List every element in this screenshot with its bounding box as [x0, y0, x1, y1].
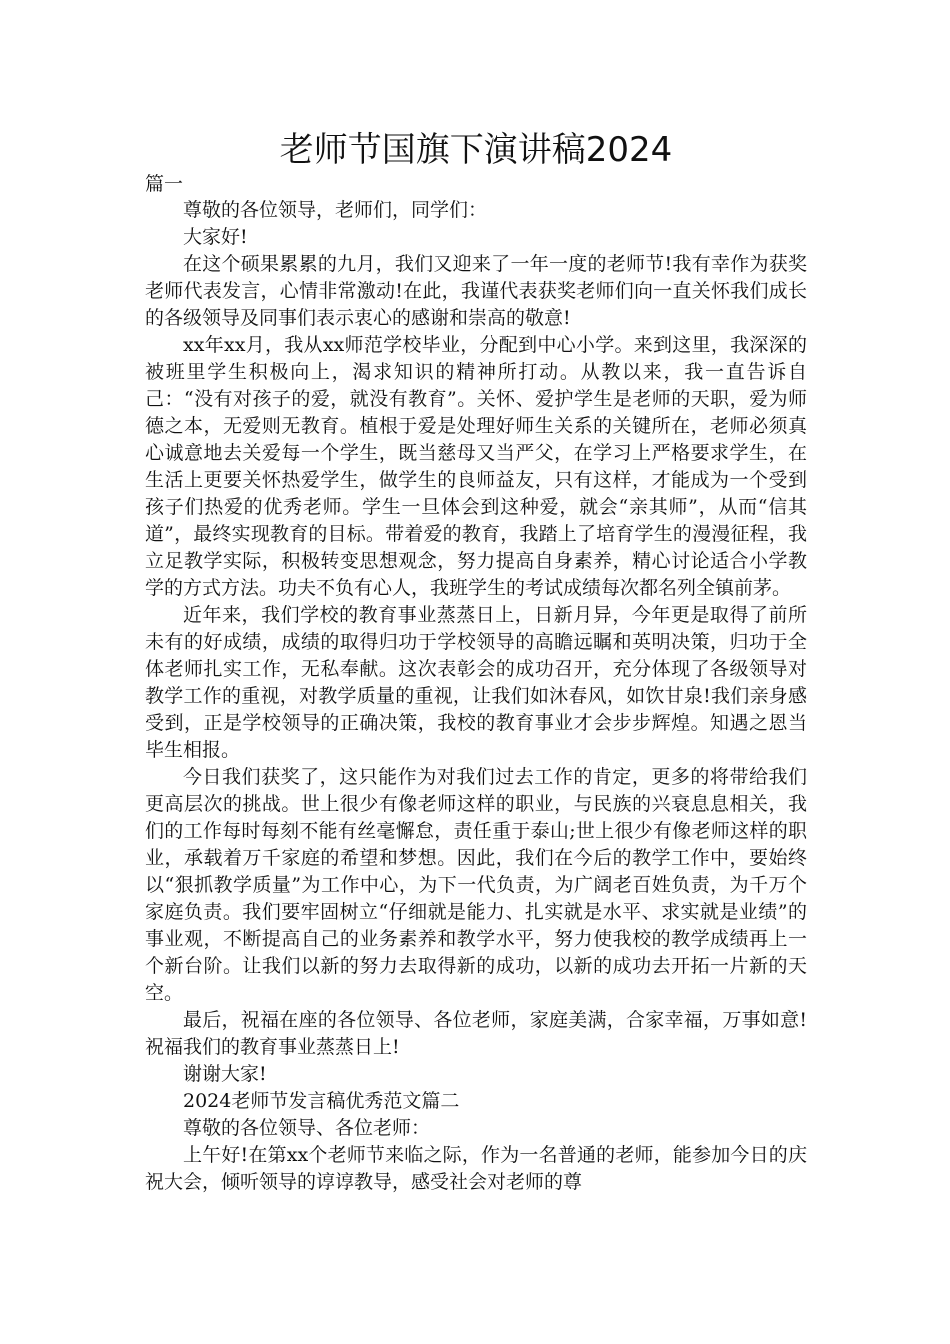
- paragraph-intro: 在这个硕果累累的九月，我们又迎来了一年一度的老师节!我有幸作为获奖老师代表发言，心情非常激动!在此，我谨代表获奖老师们向一直关怀我们成长的各级领导及同事们表示衷心的感谢和崇高的敬意!: [145, 253, 807, 329]
- paragraph-salutation: 尊敬的各位领导，老师们，同学们：: [183, 199, 488, 221]
- document-page: [145, 128, 807, 1196]
- paragraph-second-opening: 上午好!在第xx个老师节来临之际，作为一名普通的老师，能参加今日的庆祝大会，倾听领导的谆谆教导，感受社会对老师的尊: [145, 1144, 807, 1193]
- paragraph-career: xx年xx月，我从xx师范学校毕业，分配到中心小学。来到这里，我深深的被班里学生积极向上，渴求知识的精神所打动。从教以来，我一直告诉自己：“没有对孩子的爱，就没有教育”。关怀、爱护学生是老师的天职，爱为师德之本，无爱则无教育。植根于爱是处理好师生关系的关键所在，老师必须真心诚意地去关爱每一个学生，既当慈母又当严父，在学习上严格要求学生，在生活上更要关怀热爱学生，做学生的良师益友，只有这样，才能成为一个受到孩子们热爱的优秀老师。学生一旦体会到这种爱，就会“亲其师”，从而“信其道”，最终实现教育的目标。带着爱的教育，我踏上了培育学生的漫漫征程，我立足教学实际，积极转变思想观念，努力提高自身素养，精心讨论适合小学教学的方式方法。功夫不负有心人，我班学生的考试成绩每次都名列全镇前茅。: [145, 334, 807, 599]
- paragraph-thanks: 谢谢大家!: [183, 1063, 267, 1085]
- paragraph-school-progress: 近年来，我们学校的教育事业蒸蒸日上，日新月异，今年更是取得了前所未有的好成绩，成绩的取得归功于学校领导的高瞻远瞩和英明决策，归功于全体老师扎实工作，无私奉献。这次表彰会的成功召开，充分体现了各级领导对教学工作的重视，对教学质量的重视，让我们如沐春风，如饮甘泉!我们亲身感受到，正是学校领导的正确决策，我校的教育事业才会步步辉煌。知遇之恩当毕生相报。: [145, 604, 807, 761]
- paragraph-greeting: 大家好!: [183, 226, 248, 248]
- paragraph-wishes: 最后，祝福在座的各位领导、各位老师，家庭美满，合家幸福，万事如意!祝福我们的教育事业蒸蒸日上!: [145, 1009, 807, 1058]
- section-label: 篇一: [145, 173, 184, 195]
- paragraph-second-salutation: 尊敬的各位领导、各位老师：: [183, 1117, 431, 1139]
- document-title: 老师节国旗下演讲稿2024: [279, 130, 673, 170]
- paragraph-second-title: 2024老师节发言稿优秀范文篇二: [183, 1090, 460, 1112]
- paragraph-award: 今日我们获奖了，这只能作为对我们过去工作的肯定，更多的将带给我们更高层次的挑战。世上很少有像老师这样的职业，与民族的兴衰息息相关，我们的工作每时每刻不能有丝毫懈怠，责任重于泰山;世上很少有像老师这样的职业，承载着万千家庭的希望和梦想。因此，我们在今后的教学工作中，要始终以“狠抓教学质量”为工作中心，为下一代负责，为广阔老百姓负责，为千万个家庭负责。我们要牢固树立“仔细就是能力、扎实就是水平、求实就是业绩”的事业观，不断提高自己的业务素养和教学水平，努力使我校的教学成绩再上一个新台阶。让我们以新的努力去取得新的成功，以新的成功去开拓一片新的天空。: [145, 766, 807, 1004]
